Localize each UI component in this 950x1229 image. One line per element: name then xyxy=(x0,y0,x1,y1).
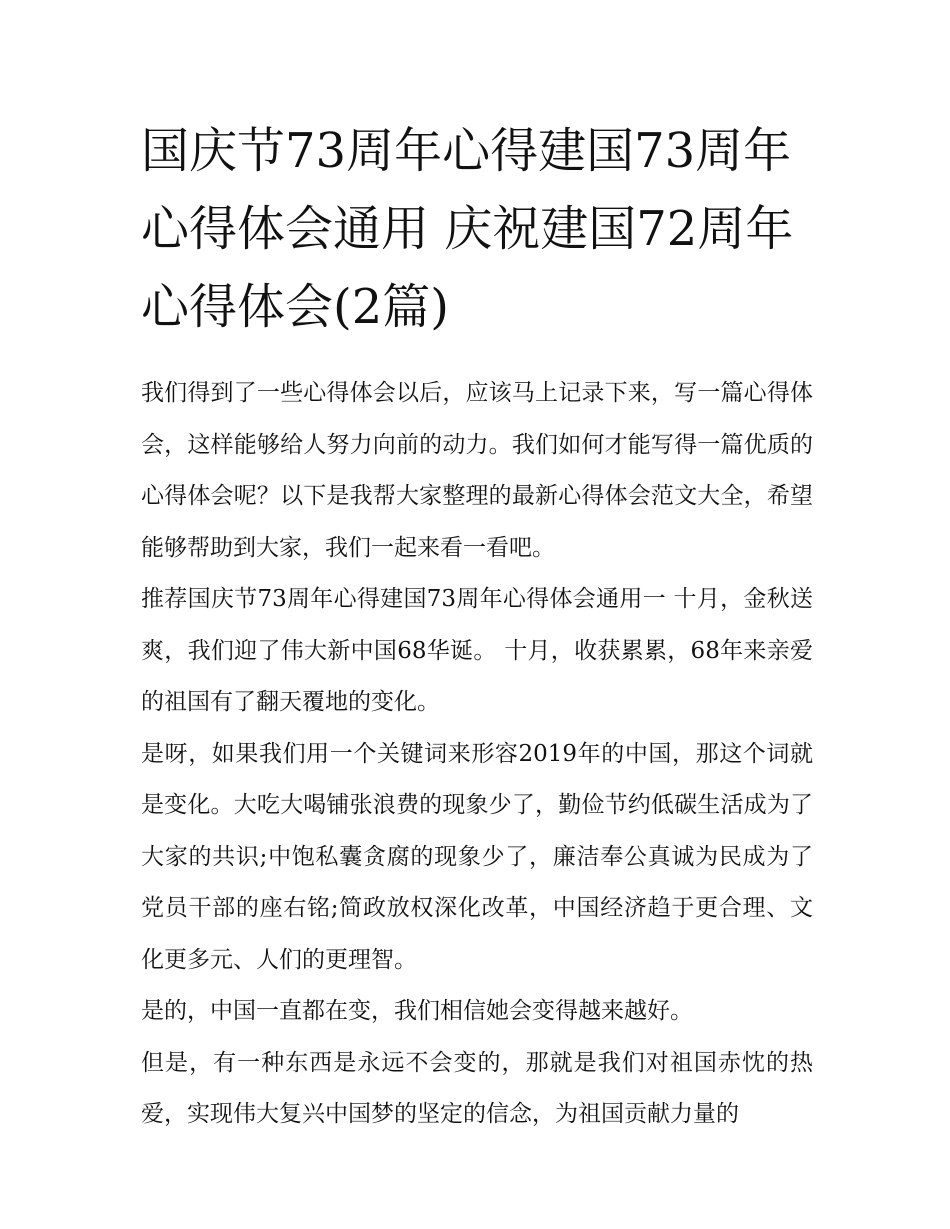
paragraph-love: 但是，有一种东西是永远不会变的，那就是我们对祖国赤忱的热爱，实现伟大复兴中国梦的坚定的信念，为祖国贡献力量的 xyxy=(141,1049,813,1127)
paragraph-change: 是呀，如果我们用一个关键词来形容2019年的中国，那这个词就是变化。大吃大喝铺张浪费的现象少了，勤俭节约低碳生活成为了大家的共识;中饱私囊贪腐的现象少了，廉洁奉公真诚为民成为了党员干部的座右铭;简政放权深化改革，中国经济趋于更合理、文化更多元、人们的更理智。 xyxy=(141,740,813,973)
document-title: 国庆节73周年心得建国73周年心得体会通用 庆祝建国72周年心得体会(2篇) xyxy=(141,123,794,335)
paragraph-better: 是的，中国一直都在变，我们相信她会变得越来越好。 xyxy=(141,998,693,1024)
document-body xyxy=(141,368,813,1141)
paragraph-recommend: 推荐国庆节73周年心得建国73周年心得体会通用一 十月，金秋送爽，我们迎了伟大新中国68华诞。 十月，收获累累，68年来亲爱的祖国有了翻天覆地的变化。 xyxy=(141,586,813,715)
document-content xyxy=(141,112,813,1141)
paragraph-intro: 我们得到了一些心得体会以后，应该马上记录下来，写一篇心得体会，这样能够给人努力向前的动力。我们如何才能写得一篇优质的心得体会呢？以下是我帮大家整理的最新心得体会范文大全，希望能够帮助到大家，我们一起来看一看吧。 xyxy=(141,380,813,561)
